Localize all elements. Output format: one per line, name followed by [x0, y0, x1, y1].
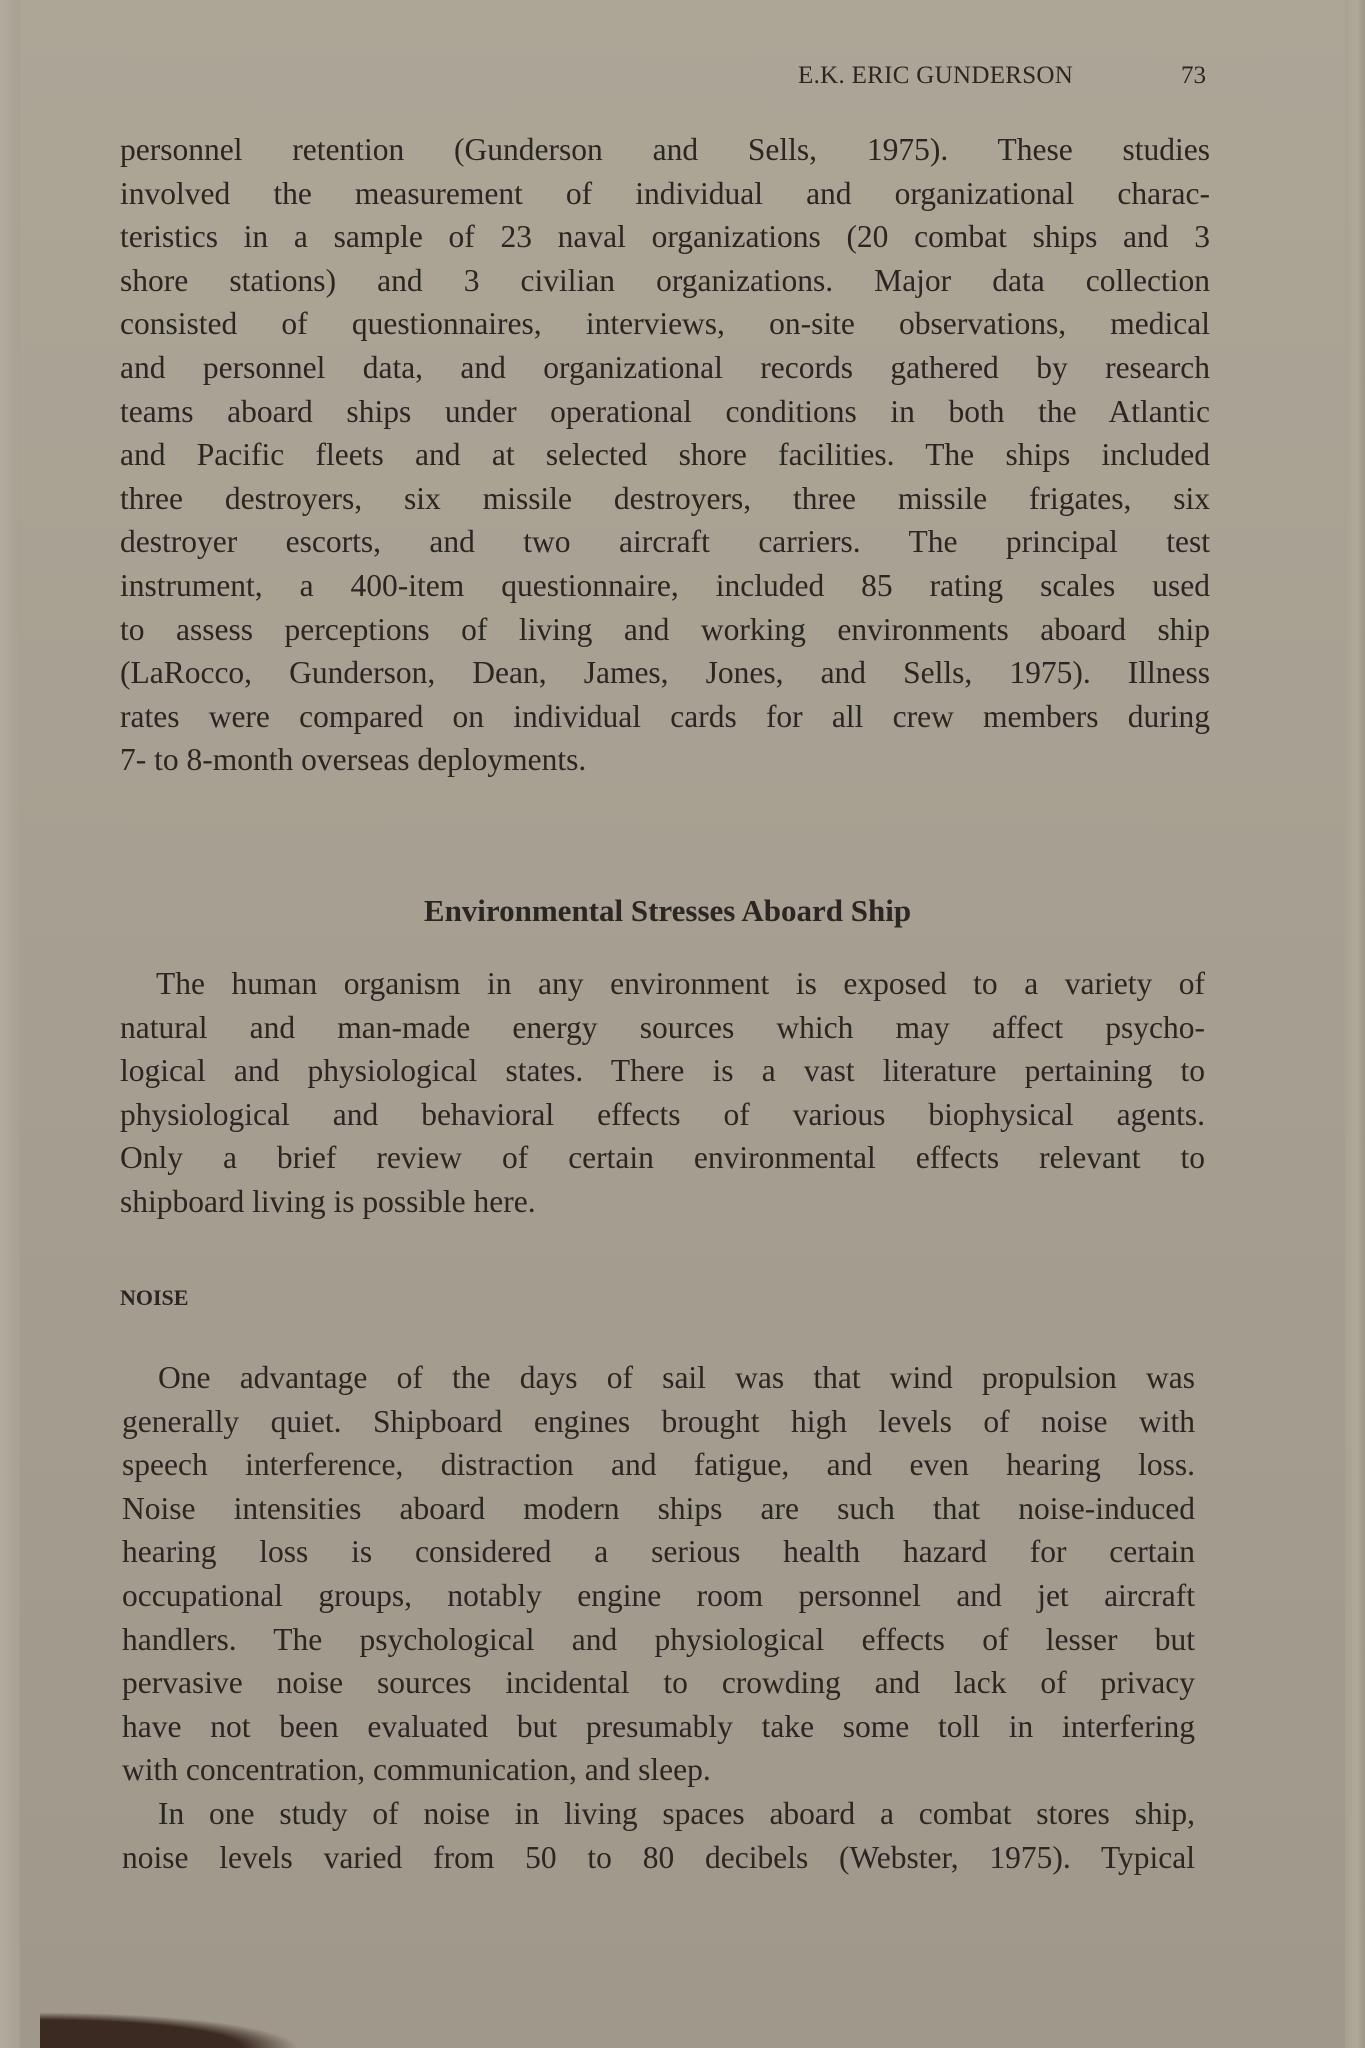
running-head: E.K. ERIC GUNDERSON [798, 62, 1074, 89]
text-line: rates were compared on individual cards for all crew members during [120, 698, 1210, 734]
text-line: natural and man-made energy sources which may affect psycho- [120, 1009, 1205, 1045]
text-line: speech interference, distraction and fatigue, and even hearing loss. [122, 1447, 1195, 1483]
noise-paragraphs [122, 1356, 1195, 1879]
text-line: Noise intensities aboard modern ships are such that noise-induced [122, 1490, 1195, 1526]
text-line: logical and physiological states. There is a vast literature pertaining to [120, 1053, 1205, 1089]
text-line: teams aboard ships under operational conditions in both the Atlantic [120, 393, 1210, 429]
facing-page-edge [0, 0, 21, 2048]
text-line: three destroyers, six missile destroyers, three missile frigates, six [120, 480, 1210, 516]
text-line: hearing loss is considered a serious health hazard for certain [122, 1534, 1195, 1570]
text-line: personnel retention (Gunderson and Sells, 1975). These studies [120, 132, 1210, 167]
noise-subheading: NOISE [120, 1285, 189, 1310]
text-line: involved the measurement of individual and organizational charac- [120, 175, 1210, 211]
binding-shadow [40, 2012, 300, 2048]
page-number: 73 [1181, 62, 1206, 89]
text-line: and Pacific fleets and at selected shore facilities. The ships included [120, 437, 1210, 473]
text-line: In one study of noise in living spaces aboard a combat stores ship, [158, 1795, 1195, 1831]
text-line: One advantage of the days of sail was that wind propulsion was [158, 1360, 1195, 1395]
text-line: have not been evaluated but presumably take some toll in interfering [122, 1708, 1195, 1744]
text-line: Only a brief review of certain environmental effects relevant to [120, 1140, 1205, 1176]
text-line: shore stations) and 3 civilian organizations. Major data collection [120, 262, 1210, 298]
text-line: destroyer escorts, and two aircraft carriers. The principal test [120, 524, 1210, 560]
text-line: handlers. The psychological and physiological effects of lesser but [122, 1621, 1195, 1657]
text-line: (LaRocco, Gunderson, Dean, James, Jones, and Sells, 1975). Illness [120, 655, 1210, 691]
text-line: to assess perceptions of living and working environments aboard ship [120, 611, 1210, 647]
section-heading: Environmental Stresses Aboard Ship [423, 893, 912, 928]
text-line: shipboard living is possible here. [120, 1183, 536, 1219]
book-page [20, 0, 1345, 2048]
text-line: occupational groups, notably engine room personnel and jet aircraft [122, 1577, 1195, 1613]
text-line: pervasive noise sources incidental to crowding and lack of privacy [122, 1665, 1195, 1701]
page-fore-edge [1345, 0, 1365, 2048]
text-line: with concentration, communication, and sleep. [122, 1752, 711, 1788]
intro-paragraph [120, 128, 1210, 782]
text-line: 7- to 8-month overseas deployments. [120, 742, 587, 778]
text-line: noise levels varied from 50 to 80 decibels (Webster, 1975). Typical [122, 1839, 1195, 1875]
text-line: generally quiet. Shipboard engines brought high levels of noise with [122, 1403, 1195, 1439]
text-line: consisted of questionnaires, interviews, on-site observations, medical [120, 306, 1210, 342]
text-line: The human organism in any environment is exposed to a variety of [156, 966, 1205, 1001]
text-line: teristics in a sample of 23 naval organizations (20 combat ships and 3 [120, 219, 1210, 255]
text-line: instrument, a 400-item questionnaire, included 85 rating scales used [120, 567, 1210, 603]
text-line: physiological and behavioral effects of various biophysical agents. [120, 1096, 1205, 1132]
text-line: and personnel data, and organizational records gathered by research [120, 349, 1210, 385]
section-intro-paragraph [120, 962, 1205, 1224]
